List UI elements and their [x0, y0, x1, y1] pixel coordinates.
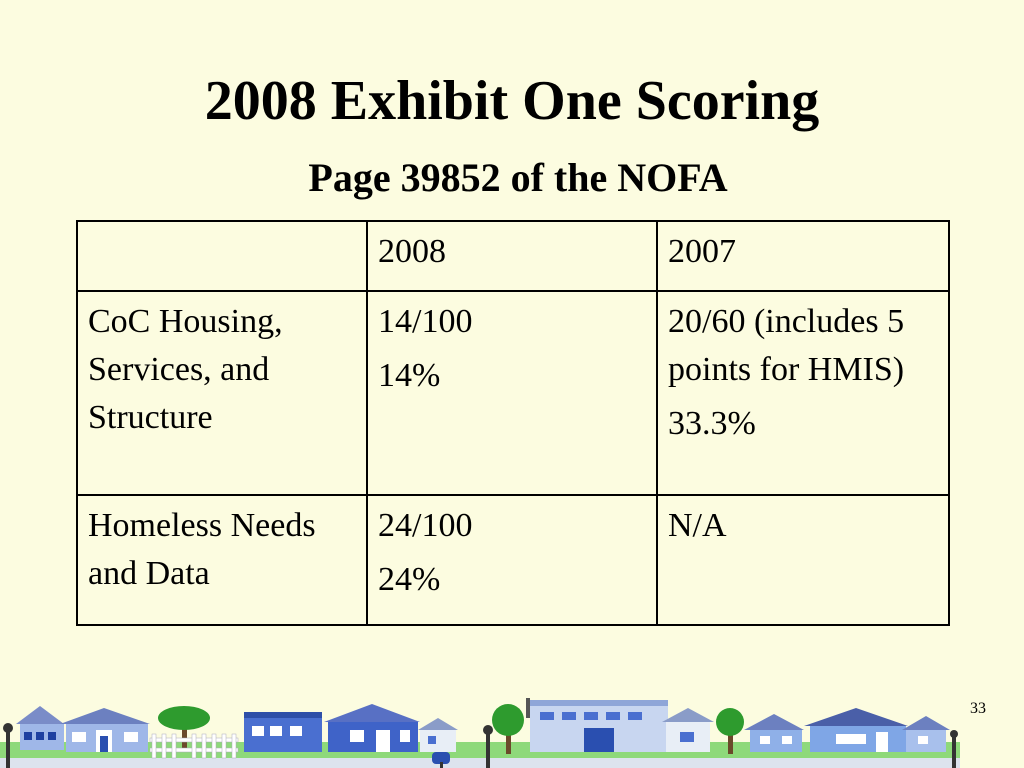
house-icon — [662, 708, 714, 752]
score-2008-coc: 14/100 — [378, 303, 473, 340]
cell-2007-homeless — [657, 495, 949, 625]
house-icon — [902, 716, 950, 752]
percent-2008-coc: 14% — [378, 357, 441, 394]
house-icon — [804, 708, 908, 752]
office-building-icon — [526, 698, 668, 752]
page-number: 33 — [970, 700, 986, 717]
table-row — [77, 495, 949, 625]
store-building-icon — [244, 712, 322, 752]
cell-2008-homeless — [367, 495, 657, 625]
slide-subtitle: Page 39852 of the NOFA — [308, 155, 728, 200]
header-cell-2008: 2008 — [367, 221, 657, 291]
row-label-coc-housing: CoC Housing, Services, and Structure — [77, 291, 367, 495]
lamp-post-icon — [486, 730, 490, 768]
table-row — [77, 291, 949, 495]
lamp-post-icon — [6, 728, 10, 768]
cell-2008-coc — [367, 291, 657, 495]
score-2007-homeless: N/A — [668, 507, 727, 544]
house-icon — [744, 714, 804, 752]
slide-title: 2008 Exhibit One Scoring — [204, 70, 820, 132]
town-street-illustration — [0, 694, 1024, 768]
sidewalk — [0, 758, 960, 768]
row-label-homeless-needs: Homeless Needs and Data — [77, 495, 367, 625]
house-icon — [16, 706, 64, 750]
house-icon — [418, 718, 458, 752]
score-2008-homeless: 24/100 — [378, 507, 473, 544]
score-2007-coc: 20/60 (includes 5 points for HMIS) — [668, 303, 905, 388]
house-icon — [324, 704, 420, 752]
table-header-row — [77, 221, 949, 291]
lamp-post-icon — [952, 734, 956, 768]
percent-2007-coc: 33.3% — [668, 405, 756, 442]
house-icon — [60, 708, 150, 752]
fence-icon — [150, 734, 238, 758]
header-cell-empty — [77, 221, 367, 291]
cell-2007-coc — [657, 291, 949, 495]
scoring-table — [76, 220, 950, 626]
header-cell-2007: 2007 — [657, 221, 949, 291]
percent-2008-homeless: 24% — [378, 561, 441, 598]
